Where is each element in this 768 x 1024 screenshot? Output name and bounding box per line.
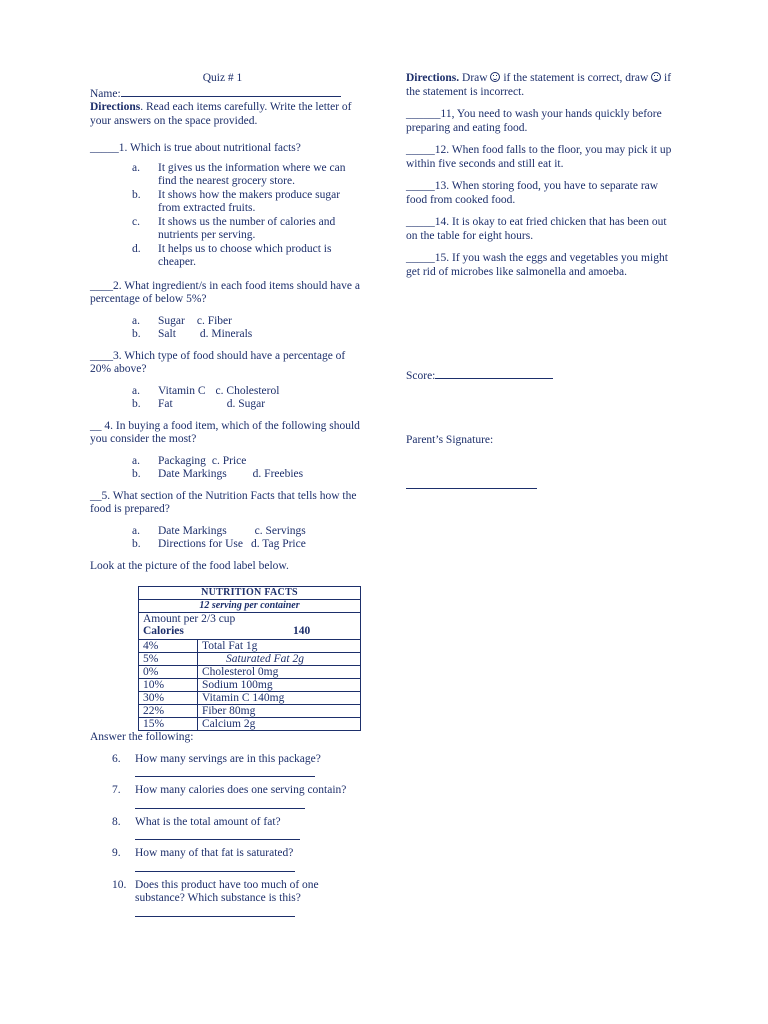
option-text: d. Sugar	[226, 398, 266, 410]
nutrition-servings: 12 serving per container	[139, 600, 361, 613]
option-1b	[90, 189, 365, 216]
option-text: Fat	[158, 398, 173, 410]
question-2-text: 2. What ingredient/s in each food items should have a percentage of below 5%?	[90, 279, 360, 305]
option-mark: b.	[132, 188, 141, 201]
statement-12	[406, 144, 678, 171]
option-text: Packaging	[158, 454, 206, 467]
answer-blank-3[interactable]: ____	[90, 349, 113, 362]
option-mark: a.	[132, 314, 140, 327]
option-text: Date Markings	[158, 524, 227, 537]
answer-blank-4[interactable]: __	[90, 419, 102, 432]
nutrition-calories	[143, 625, 356, 637]
option-text: c. Cholesterol	[215, 384, 280, 397]
item-question: How many servings are in this package?	[135, 752, 321, 765]
statement-text: 14. It is okay to eat fried chicken that has been out on the table for eight hours.	[406, 216, 667, 242]
option-mark: a.	[132, 524, 140, 537]
nutrient-item: Fiber 80mg	[198, 705, 361, 718]
name-field[interactable]	[121, 86, 341, 97]
nutrient-item: Cholesterol 0mg	[198, 666, 361, 679]
question-4	[90, 420, 365, 447]
option-row	[90, 525, 365, 539]
answer-blank-11[interactable]: ______	[406, 108, 441, 120]
score-line	[406, 368, 553, 384]
directions-text: Draw	[459, 72, 491, 84]
nutrition-facts-table	[138, 586, 361, 731]
answer-blank-15[interactable]: _____	[406, 252, 435, 264]
question-1	[90, 142, 365, 156]
option-row	[90, 315, 365, 329]
nutrient-percent: 10%	[139, 679, 198, 692]
label-intro: Look at the picture of the food label below.	[90, 559, 289, 572]
right-directions	[406, 72, 678, 99]
option-text: c. Price	[211, 454, 247, 467]
calories-value: 140	[293, 625, 311, 637]
name-label: Name:	[90, 87, 121, 100]
answer-item-7	[90, 784, 370, 809]
option-mark: b.	[132, 538, 141, 550]
question-1-text: 1. Which is true about nutritional facts?	[118, 142, 301, 154]
nutrient-percent: 5%	[139, 653, 198, 666]
option-mark: b.	[132, 468, 141, 480]
option-row	[90, 468, 365, 482]
answer-blank-14[interactable]: _____	[406, 216, 435, 228]
option-mark: b.	[132, 398, 141, 410]
nutrition-amount: Amount per 2/3 cup	[143, 613, 236, 625]
answer-item-6	[90, 753, 370, 778]
table-row	[139, 653, 361, 666]
nutrient-item: Vitamin C 140mg	[198, 692, 361, 705]
answer-section	[90, 731, 370, 917]
item-question: How many calories does one serving contain?	[135, 784, 347, 796]
option-row	[90, 398, 365, 412]
option-row	[90, 455, 365, 469]
item-number: 9.	[112, 847, 121, 859]
table-row	[139, 718, 361, 731]
table-row	[139, 679, 361, 692]
statement-text: 15. If you wash the eggs and vegetables you might get rid of microbes like salmonella and amoeba.	[406, 252, 668, 278]
question-4-text: 4. In buying a food item, which of the following should you consider the most?	[90, 419, 360, 445]
signature-label: Parent’s Signature:	[406, 434, 494, 446]
option-text: It gives us the information where we can find the nearest grocery store.	[158, 161, 346, 187]
question-3	[90, 350, 365, 377]
question-5-text: 5. What section of the Nutrition Facts that tells how the food is prepared?	[90, 489, 357, 515]
question-5-options	[90, 525, 365, 552]
question-2	[90, 280, 365, 307]
option-text: Salt	[158, 328, 176, 340]
option-text: d. Tag Price	[250, 538, 306, 550]
nutrient-percent: 0%	[139, 666, 198, 679]
nutrient-item: Total Fat 1g	[198, 640, 361, 653]
score-label: Score:	[406, 370, 436, 382]
option-1d	[90, 243, 365, 270]
option-text: It shows how the makers produce sugar from extracted fruits.	[158, 188, 341, 214]
answer-blank-2[interactable]: ____	[90, 279, 113, 292]
option-mark: a.	[132, 384, 140, 397]
smiley-face-icon	[490, 72, 500, 82]
option-text: Date Markings	[158, 468, 227, 480]
option-row	[90, 385, 365, 399]
directions	[90, 101, 365, 128]
nutrient-percent: 4%	[139, 640, 198, 653]
statement-11	[406, 108, 678, 135]
table-row	[139, 692, 361, 705]
question-3-text: 3. Which type of food should have a percentage of 20% above?	[90, 349, 346, 375]
right-directions-label: Directions.	[406, 72, 460, 84]
answer-line[interactable]	[135, 906, 295, 917]
table-row	[139, 640, 361, 653]
statement-15	[406, 252, 678, 279]
signature-field[interactable]	[406, 478, 537, 489]
option-text: c. Servings	[254, 524, 306, 537]
statement-text: 11, You need to wash your hands quickly before preparing and eating food.	[406, 108, 662, 134]
option-text: d. Freebies	[252, 468, 304, 480]
sad-face-icon	[651, 72, 661, 82]
question-3-options	[90, 385, 365, 412]
answer-line[interactable]	[135, 861, 295, 872]
answer-blank-13[interactable]: _____	[406, 180, 435, 192]
nutrient-percent: 15%	[139, 718, 198, 731]
item-question: How many of that fat is saturated?	[135, 847, 294, 859]
question-4-options	[90, 455, 365, 482]
answer-blank-12[interactable]: _____	[406, 144, 435, 156]
answer-item-9	[90, 847, 370, 872]
score-field[interactable]	[435, 368, 553, 379]
answer-item-10	[90, 879, 370, 917]
item-number: 10.	[112, 878, 127, 891]
answer-intro: Answer the following:	[90, 731, 194, 743]
nutrition-amount-cell	[139, 613, 361, 640]
statement-text: 13. When storing food, you have to separate raw food from cooked food.	[406, 180, 659, 206]
option-text: It shows us the number of calories and nutrients per serving.	[158, 215, 336, 241]
answer-blank-5[interactable]: __	[90, 489, 102, 502]
option-row	[90, 538, 365, 552]
item-number: 6.	[112, 752, 121, 765]
directions-text: if the statement is correct, draw	[500, 72, 652, 84]
option-mark: a.	[132, 161, 140, 174]
nutrient-percent: 22%	[139, 705, 198, 718]
directions-text: if the statement is incorrect.	[406, 72, 672, 98]
answer-line[interactable]	[135, 829, 300, 840]
item-number: 7.	[112, 784, 121, 796]
option-text: Sugar	[158, 314, 185, 327]
question-2-options	[90, 315, 365, 342]
item-number: 8.	[112, 815, 121, 828]
option-mark: a.	[132, 454, 140, 467]
option-1a	[90, 162, 365, 189]
nutrient-item: Saturated Fat 2g	[198, 653, 361, 666]
option-mark: d.	[132, 242, 141, 255]
statement-text: 12. When food falls to the floor, you may pick it up within five seconds and still eat it.	[406, 144, 672, 170]
table-row	[139, 666, 361, 679]
option-text: It helps us to choose which product is cheaper.	[158, 242, 332, 268]
item-question: What is the total amount of fat?	[135, 815, 281, 828]
option-text: c. Fiber	[196, 314, 232, 327]
right-column	[406, 72, 678, 279]
nutrition-header: NUTRITION FACTS	[139, 587, 361, 600]
table-row	[139, 705, 361, 718]
directions-label: Directions	[90, 101, 141, 113]
name-line	[90, 86, 365, 102]
question-1-options	[90, 162, 365, 270]
nutrient-item: Sodium 100mg	[198, 679, 361, 692]
directions-text: . Read each items carefully. Write the letter of your answers on the space provided.	[90, 101, 352, 127]
answer-line[interactable]	[135, 798, 305, 809]
nutrient-percent: 30%	[139, 692, 198, 705]
option-text: Directions for Use	[158, 538, 243, 550]
item-question: Does this product have too much of one substance? Which substance is this?	[135, 878, 319, 904]
statement-13	[406, 180, 678, 207]
answer-blank-1[interactable]: _____	[90, 142, 119, 154]
option-mark: c.	[132, 215, 140, 228]
answer-item-8	[90, 816, 370, 841]
option-row	[90, 328, 365, 342]
quiz-title: Quiz # 1	[202, 72, 243, 84]
option-text: Vitamin C	[158, 384, 206, 397]
option-1c	[90, 216, 365, 243]
option-mark: b.	[132, 328, 141, 340]
option-text: d. Minerals	[199, 328, 253, 340]
left-column	[90, 72, 365, 573]
nutrient-item: Calcium 2g	[198, 718, 361, 731]
answer-line[interactable]	[135, 766, 315, 777]
question-5	[90, 490, 365, 517]
statement-14	[406, 216, 678, 243]
calories-label: Calories	[143, 625, 184, 637]
